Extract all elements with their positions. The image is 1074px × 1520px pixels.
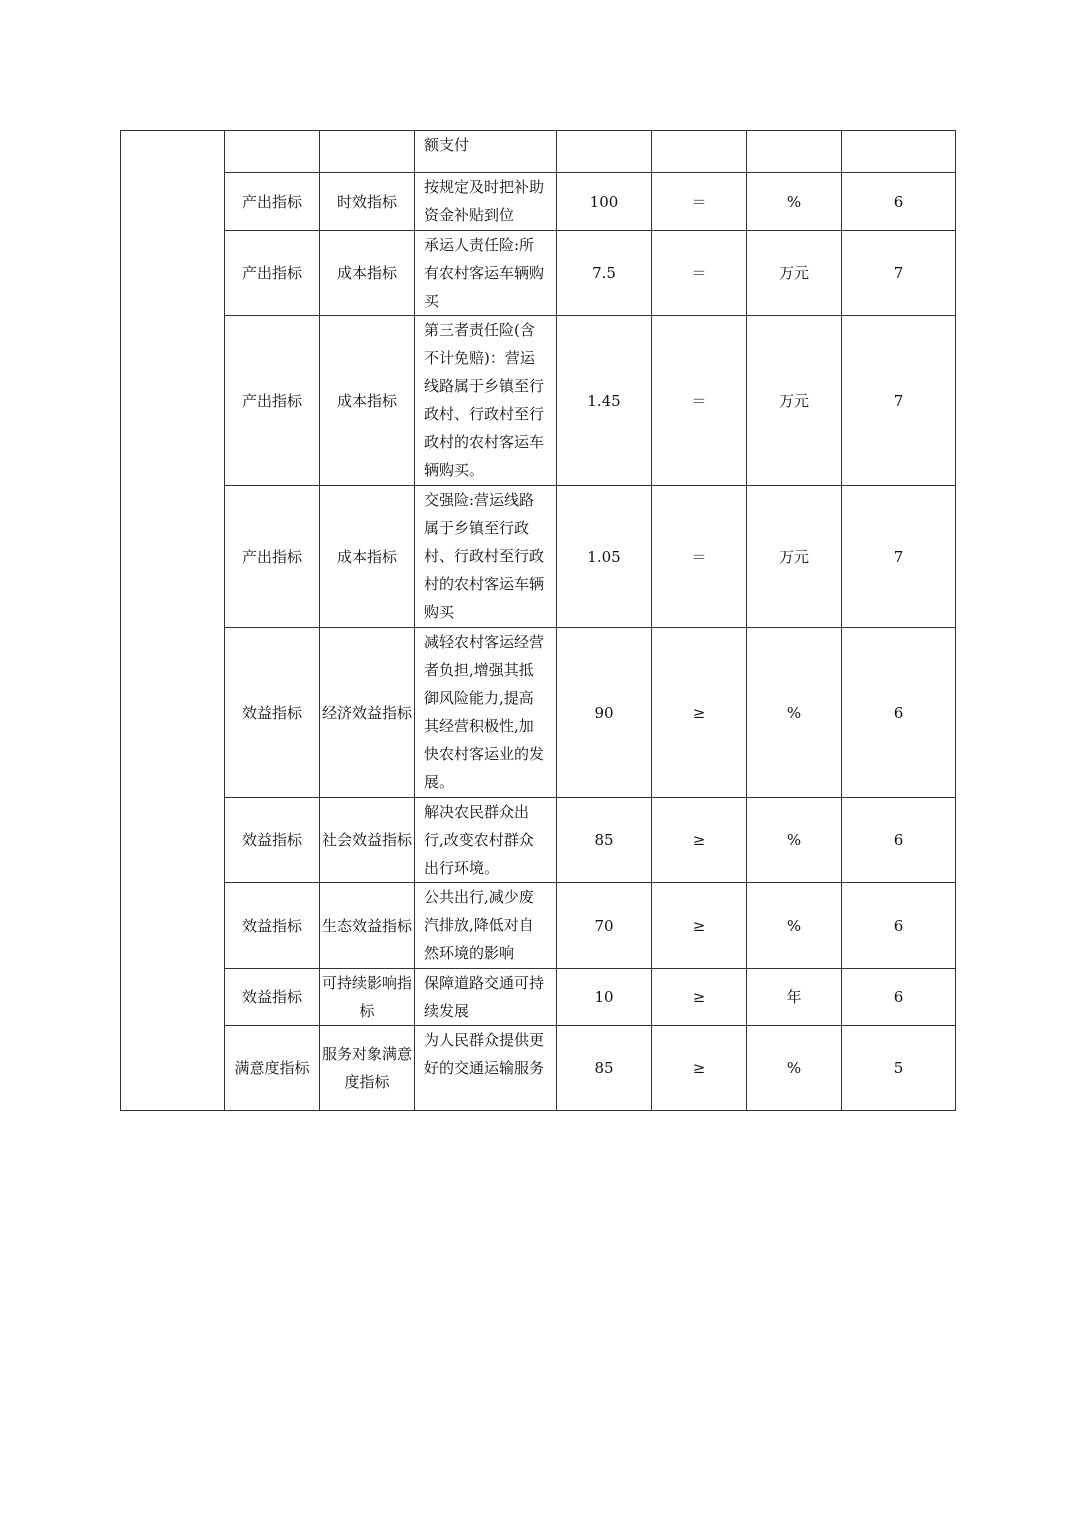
comparison-operator: ≥ — [652, 1026, 747, 1111]
level2-indicator: 成本指标 — [320, 486, 415, 628]
target-value: 85 — [557, 1026, 652, 1111]
level1-indicator: 效益指标 — [225, 969, 320, 1026]
weight: 6 — [842, 798, 956, 883]
level1-indicator: 产出指标 — [225, 316, 320, 486]
weight — [842, 131, 956, 173]
target-value: 90 — [557, 628, 652, 798]
level2-indicator — [320, 131, 415, 173]
unit: % — [747, 883, 842, 969]
weight: 6 — [842, 969, 956, 1026]
unit: 万元 — [747, 486, 842, 628]
level1-indicator: 产出指标 — [225, 486, 320, 628]
weight: 6 — [842, 173, 956, 231]
unit: 年 — [747, 969, 842, 1026]
comparison-operator: ≥ — [652, 969, 747, 1026]
level2-indicator: 成本指标 — [320, 231, 415, 316]
comparison-operator — [652, 131, 747, 173]
unit: % — [747, 798, 842, 883]
weight: 7 — [842, 231, 956, 316]
unit: % — [747, 1026, 842, 1111]
unit — [747, 131, 842, 173]
indicator-description: 承运人责任险:所有农村客运车辆购买 — [415, 231, 557, 316]
weight: 6 — [842, 628, 956, 798]
target-value: 1.05 — [557, 486, 652, 628]
level2-indicator: 时效指标 — [320, 173, 415, 231]
table-row — [121, 131, 956, 173]
level2-indicator: 生态效益指标 — [320, 883, 415, 969]
table-row — [121, 486, 956, 628]
comparison-operator: ＝ — [652, 316, 747, 486]
table-row — [121, 173, 956, 231]
table-row — [121, 231, 956, 316]
weight: 7 — [842, 316, 956, 486]
table-row — [121, 316, 956, 486]
indicator-description: 保障道路交通可持续发展 — [415, 969, 557, 1026]
level1-indicator: 满意度指标 — [225, 1026, 320, 1111]
weight: 5 — [842, 1026, 956, 1111]
table-row — [121, 883, 956, 969]
level1-indicator: 效益指标 — [225, 798, 320, 883]
comparison-operator: ＝ — [652, 173, 747, 231]
level1-indicator: 效益指标 — [225, 628, 320, 798]
level1-indicator: 效益指标 — [225, 883, 320, 969]
target-value — [557, 131, 652, 173]
table-row — [121, 628, 956, 798]
target-value: 85 — [557, 798, 652, 883]
indicator-description: 额支付 — [415, 131, 557, 173]
target-value: 1.45 — [557, 316, 652, 486]
table-row — [121, 798, 956, 883]
performance-indicator-table — [120, 130, 956, 1111]
unit: % — [747, 173, 842, 231]
unit: % — [747, 628, 842, 798]
merged-leading-cell — [121, 131, 225, 1111]
comparison-operator: ≥ — [652, 798, 747, 883]
comparison-operator: ≥ — [652, 883, 747, 969]
level2-indicator: 成本指标 — [320, 316, 415, 486]
table-row — [121, 969, 956, 1026]
comparison-operator: ＝ — [652, 486, 747, 628]
comparison-operator: ≥ — [652, 628, 747, 798]
indicator-description: 公共出行,减少废汽排放,降低对自然环境的影响 — [415, 883, 557, 969]
level2-indicator: 可持续影响指标 — [320, 969, 415, 1026]
level2-indicator: 经济效益指标 — [320, 628, 415, 798]
indicator-description: 解决农民群众出行,改变农村群众出行环境。 — [415, 798, 557, 883]
table-row — [121, 1026, 956, 1111]
target-value: 7.5 — [557, 231, 652, 316]
level1-indicator: 产出指标 — [225, 231, 320, 316]
level1-indicator: 产出指标 — [225, 173, 320, 231]
weight: 6 — [842, 883, 956, 969]
level2-indicator: 社会效益指标 — [320, 798, 415, 883]
target-value: 100 — [557, 173, 652, 231]
target-value: 70 — [557, 883, 652, 969]
weight: 7 — [842, 486, 956, 628]
unit: 万元 — [747, 231, 842, 316]
indicator-description: 为人民群众提供更好的交通运输服务 — [415, 1026, 557, 1111]
indicator-description: 交强险:营运线路属于乡镇至行政村、行政村至行政村的农村客运车辆购买 — [415, 486, 557, 628]
indicator-description: 减轻农村客运经营者负担,增强其抵御风险能力,提高其经营积极性,加快农村客运业的发展。 — [415, 628, 557, 798]
level1-indicator — [225, 131, 320, 173]
comparison-operator: ＝ — [652, 231, 747, 316]
indicator-description: 第三者责任险(含不计免赔)：营运线路属于乡镇至行政村、行政村至行政村的农村客运车辆购买。 — [415, 316, 557, 486]
unit: 万元 — [747, 316, 842, 486]
target-value: 10 — [557, 969, 652, 1026]
indicator-description: 按规定及时把补助资金补贴到位 — [415, 173, 557, 231]
level2-indicator: 服务对象满意度指标 — [320, 1026, 415, 1111]
